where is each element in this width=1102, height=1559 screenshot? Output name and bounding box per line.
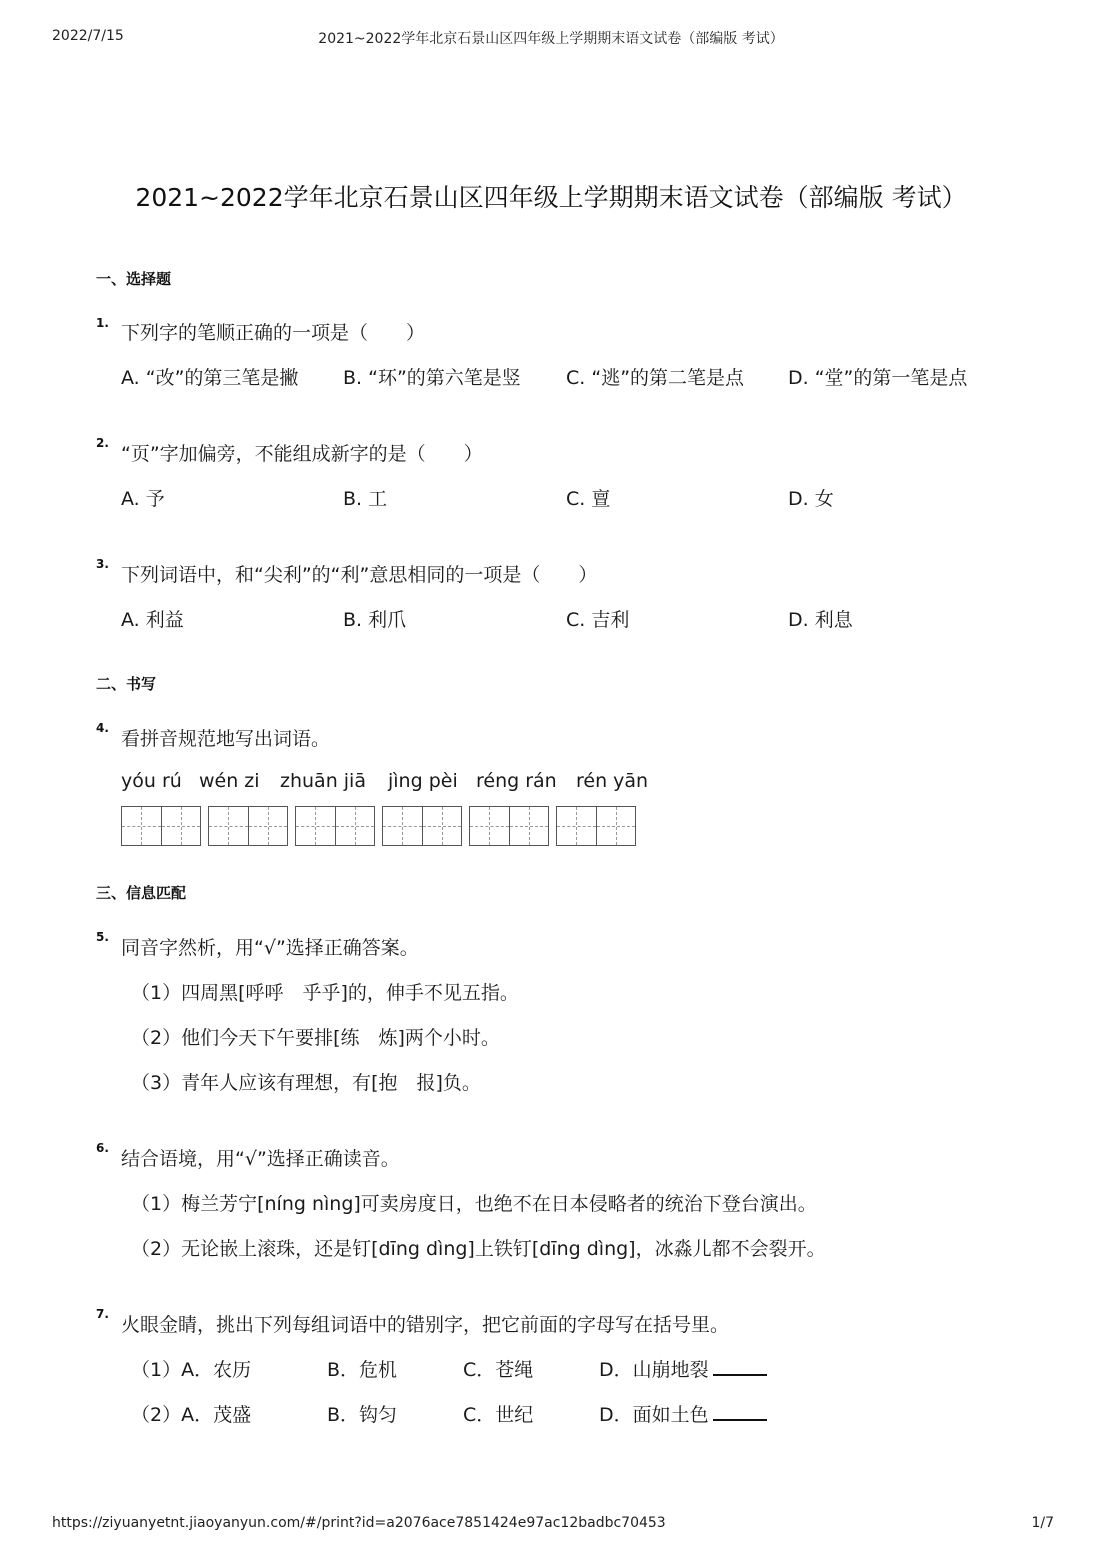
- print-header-title: 2021~2022学年北京石景山区四年级上学期期末语文试卷（部编版 考试）: [318, 31, 784, 47]
- option-d: D. 女: [788, 488, 834, 510]
- option-row-1-c: C．苍绳: [463, 1359, 534, 1381]
- question-stem: 同音字然析，用“√”选择正确答案。: [121, 937, 419, 959]
- sub-item: （2）无论嵌上滚珠，还是钉[dīng dìng]上铁钉[dīng dìng]，冰淼儿都不会裂开。: [131, 1238, 826, 1260]
- answer-blank[interactable]: [713, 1355, 767, 1376]
- question-stem: 下列字的笔顺正确的一项是（ ）: [121, 322, 426, 344]
- option-b: B. 利爪: [343, 609, 407, 631]
- question-number: 1.: [96, 316, 109, 330]
- question-stem: “页”字加偏旁，不能组成新字的是（ ）: [121, 443, 483, 465]
- option-b: B. “环”的第六笔是竖: [343, 367, 521, 389]
- question-number: 4.: [96, 721, 109, 735]
- option-row-2-c: C．世纪: [463, 1404, 534, 1426]
- option-a: A. 予: [121, 488, 165, 510]
- question-stem: 下列词语中，和“尖利”的“利”意思相同的一项是（ ）: [121, 564, 598, 586]
- question-number: 3.: [96, 557, 109, 571]
- option-c: C. “逃”的第二笔是点: [566, 367, 745, 389]
- question-number: 2.: [96, 436, 109, 450]
- question-stem: 火眼金睛，挑出下列每组词语中的错别字，把它前面的字母写在括号里。: [121, 1314, 730, 1336]
- writing-grid[interactable]: [382, 806, 462, 846]
- question-stem: 结合语境，用“√”选择正确读音。: [121, 1148, 400, 1170]
- page-number: 1/7: [1031, 1515, 1054, 1531]
- option-row-2-a: （2）A．茂盛: [131, 1404, 252, 1426]
- question-number: 6.: [96, 1141, 109, 1155]
- print-date: 2022/7/15: [52, 28, 124, 44]
- sub-item: （3）青年人应该有理想，有[抱 报]负。: [131, 1072, 481, 1094]
- section-heading-choice: 一、选择题: [96, 270, 172, 288]
- option-d: D. “堂”的第一笔是点: [788, 367, 968, 389]
- option-row-1-b: B．危机: [327, 1359, 398, 1381]
- question-number: 5.: [96, 930, 109, 944]
- sub-item: （1）四周黑[呼呼 乎乎]的，伸手不见五指。: [131, 982, 519, 1004]
- option-row-1-d: D．山崩地裂: [599, 1355, 767, 1382]
- option-c: C. 吉利: [566, 609, 630, 631]
- pinyin-label: rén yān: [576, 770, 649, 792]
- option-row-2-b: B．钩匀: [327, 1404, 398, 1426]
- option-row-2-d: D．面如土色: [599, 1400, 767, 1427]
- option-a: A. 利益: [121, 609, 184, 631]
- writing-grid[interactable]: [121, 806, 201, 846]
- sub-item: （1）梅兰芳宁[níng nìng]可卖房度日，也绝不在日本侵略者的统治下登台演出。: [131, 1193, 817, 1215]
- question-number: 7.: [96, 1307, 109, 1321]
- writing-grid[interactable]: [208, 806, 288, 846]
- option-row-1-a: （1）A．农历: [131, 1359, 252, 1381]
- answer-blank[interactable]: [713, 1400, 767, 1421]
- option-d: D. 利息: [788, 609, 853, 631]
- pinyin-label: yóu rú: [121, 770, 182, 792]
- question-stem: 看拼音规范地写出词语。: [121, 728, 331, 750]
- section-heading-writing: 二、书写: [96, 675, 157, 693]
- option-a: A. “改”的第三笔是撇: [121, 367, 299, 389]
- pinyin-label: zhuān jiā: [280, 770, 366, 792]
- pinyin-label: jìng pèi: [388, 770, 458, 792]
- writing-grid[interactable]: [295, 806, 375, 846]
- sub-item: （2）他们今天下午要排[练 炼]两个小时。: [131, 1027, 500, 1049]
- option-b: B. 工: [343, 488, 388, 510]
- section-heading-matching: 三、信息匹配: [96, 884, 187, 902]
- writing-grid[interactable]: [556, 806, 636, 846]
- print-url: https://ziyuanyetnt.jiaoyanyun.com/#/print?id=a2076ace7851424e97ac12badbc70453: [52, 1515, 666, 1531]
- pinyin-label: réng rán: [476, 770, 557, 792]
- pinyin-label: wén zi: [199, 770, 260, 792]
- document-title: 2021~2022学年北京石景山区四年级上学期期末语文试卷（部编版 考试）: [135, 183, 967, 212]
- option-c: C. 亶: [566, 488, 611, 510]
- writing-grid[interactable]: [469, 806, 549, 846]
